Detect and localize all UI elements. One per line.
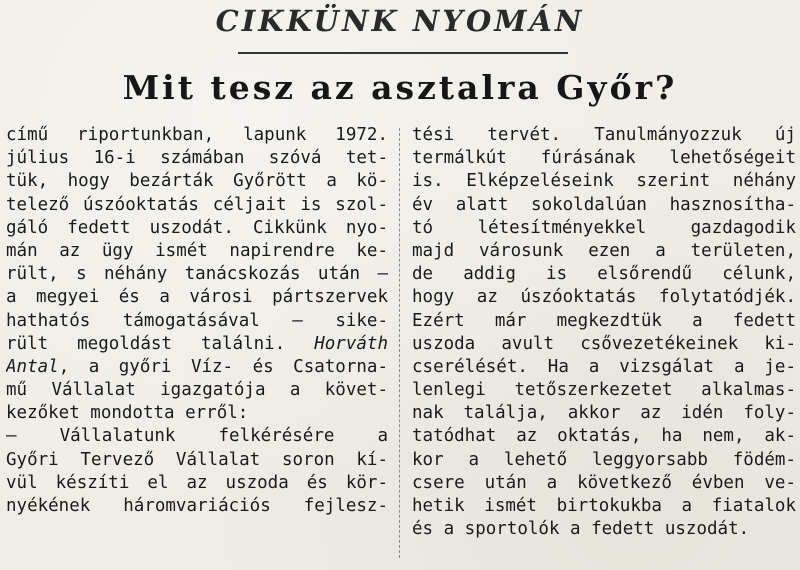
article-line: július 16-i számában szóvá tet- [6, 148, 388, 169]
article-line: és a sportolók a fedett uszodát. [412, 519, 750, 540]
article-right-column [412, 124, 796, 541]
article-line: Ezért már megkezdtük a fedett [412, 310, 796, 331]
article-line: hogy az úszóoktatás folytatódjék. [412, 287, 796, 308]
article-line: uszoda avult csővezetékeinek ki- [412, 333, 796, 354]
article-line: mán az ügy ismét napirendre ke- [6, 240, 388, 261]
article-line: hetik ismét birtokukba a fiatalok [412, 496, 796, 516]
article-line: vül készíti el az uszoda és kör- [6, 472, 388, 493]
article-line: tük, hogy bezárták Győrött a kö- [6, 171, 388, 192]
person-name-italic: Horváth [314, 333, 388, 354]
article-line: kor a lehető leggyorsabb födém- [412, 449, 796, 470]
article-line: Antal, a győri Víz- és Csatorna- [6, 356, 388, 377]
article-line: nak találja, akkor az idén foly- [412, 403, 796, 424]
article-line: című riportunkban, lapunk 1972. [6, 125, 388, 145]
article-line: év alatt sokoldalúan hasznosítha- [412, 194, 796, 215]
article-line: hathatós támogatásával — sike- [6, 310, 388, 331]
article-line: gáló fedett uszodát. Cikkünk nyo- [6, 217, 388, 238]
article-line: termálkút fúrásának lehetőségeit [412, 148, 796, 169]
kicker-rule [238, 52, 568, 54]
article-line: is. Elképzeléseink szerint néhány [412, 171, 796, 192]
article-left-column [6, 124, 388, 518]
article-line: a megyei és a városi pártszervek [6, 287, 388, 308]
article-line: nyékének háromvariációs fejlesz- [6, 496, 388, 516]
article-line: — Vállalatunk felkérésére a [6, 426, 388, 447]
article-line: tési tervét. Tanulmányozzuk új [412, 125, 796, 145]
article-line: telező úszóoktatás céljait is szol- [6, 194, 388, 215]
article-line: majd városunk ezen a területen, [412, 240, 796, 261]
article-line: kezőket mondotta erről: [6, 403, 249, 424]
article-line: tatódhat az oktatás, ha nem, ak- [412, 426, 796, 447]
person-name-italic: Antal [6, 356, 59, 377]
article-line: Győri Tervező Vállalat soron kí- [6, 449, 388, 470]
article-line: tó létesítményekkel gazdagodik [412, 217, 796, 238]
article-line: csere után a következő évben ve- [412, 472, 796, 493]
article-line: lenlegi tetőszerkezetet alkalmas- [412, 380, 796, 401]
article-line: rült megoldást találni. Horváth [6, 333, 388, 354]
article-line: de addig is elsőrendű célunk, [412, 264, 796, 285]
article-headline: Mit tesz az asztalra Győr? [122, 68, 678, 107]
article-line: cserélését. Ha a vizsgálat a je- [412, 356, 796, 377]
section-kicker: CIKKÜNK NYOMÁN [215, 4, 585, 38]
column-divider [399, 128, 400, 558]
article-line: rült, s néhány tanácskozás után — [6, 264, 388, 285]
article-line: mű Vállalat igazgatója a követ- [6, 380, 388, 401]
